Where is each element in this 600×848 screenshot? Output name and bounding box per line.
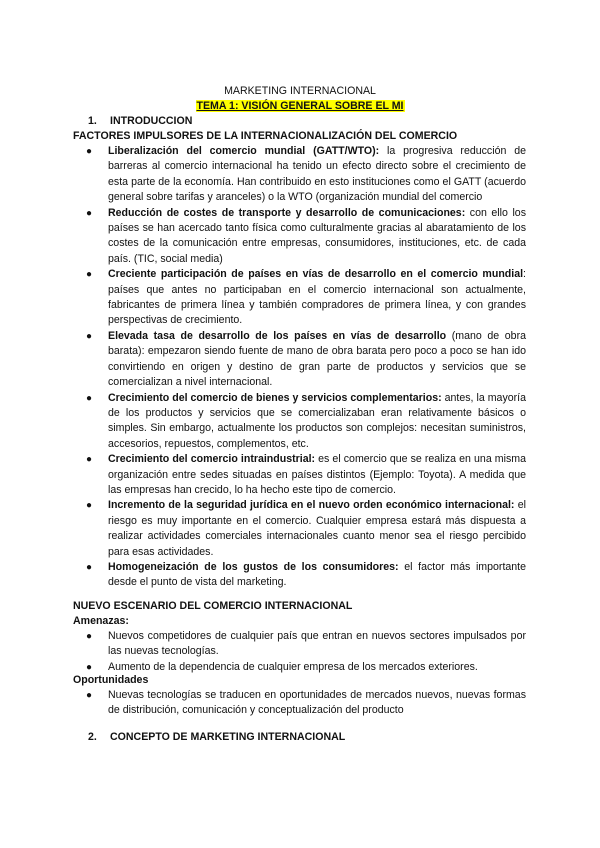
factor-title: Incremento de la seguridad jurídica en el nuevo orden económico internacional: bbox=[108, 499, 515, 512]
factor-title: Homogeneización de los gustos de los consumidores: bbox=[108, 560, 399, 573]
nuevo-escenario-heading: NUEVO ESCENARIO DEL COMERCIO INTERNACIONAL bbox=[73, 600, 353, 612]
factor-title: Crecimiento del comercio de bienes y servicios complementarios: bbox=[108, 391, 442, 404]
section-1-label: INTRODUCCION bbox=[110, 115, 193, 127]
bullet-icon: ● bbox=[86, 392, 93, 404]
section-1-number: 1. bbox=[88, 115, 97, 127]
list-item bbox=[86, 206, 526, 268]
factor-text: el riesgo es muy importante en el comercio. Cualquier empresa estará más dispuesta a realizar actividades comerciales internacionales cuanto menor sea el riesgo percibido para esas actividades. bbox=[108, 499, 526, 558]
factor-title: Elevada tasa de desarrollo de los países en vías de desarrollo bbox=[108, 329, 447, 342]
section-2-number: 2. bbox=[88, 731, 97, 743]
list-item bbox=[86, 267, 526, 329]
factor-text: la progresiva reducción de barreras al comercio internacional ha tenido un efecto directo sobre el crecimiento de esta parte de la economía. Han contribuido en esto instituciones como el GATT (acuerdo general sobre tarifas y aranceles) o la WTO (organización mundial del comercio bbox=[108, 145, 527, 204]
factores-heading: FACTORES IMPULSORES DE LA INTERNACIONALIZACIÓN DEL COMERCIO bbox=[73, 130, 458, 142]
list-item bbox=[86, 688, 526, 719]
factor-text: : países que antes no participaban en el comercio internacional son actualmente, fabricantes de primera línea y también compradores de primera línea, y con grandes perspectivas de crecimiento. bbox=[108, 268, 526, 327]
bullet-icon: ● bbox=[86, 631, 93, 642]
bullet-icon: ● bbox=[86, 146, 93, 157]
factor-title: Crecimiento del comercio intraindustrial: bbox=[108, 453, 316, 466]
bullet-icon: ● bbox=[86, 330, 93, 342]
factores-list bbox=[86, 144, 526, 591]
amenaza-text: Nuevos competidores de cualquier país que entran en nuevos sectores impulsados por las nuevas tecnologías. bbox=[108, 630, 526, 658]
list-item bbox=[86, 560, 526, 591]
document-subtitle: TEMA 1: VISIÓN GENERAL SOBRE EL MI bbox=[196, 100, 404, 112]
list-item bbox=[86, 498, 526, 560]
list-item bbox=[86, 629, 526, 660]
factor-title: Creciente participación de países en vías de desarrollo en el comercio mundial bbox=[108, 268, 524, 281]
list-item bbox=[86, 452, 526, 498]
amenaza-text: Aumento de la dependencia de cualquier empresa de los mercados exteriores. bbox=[108, 660, 478, 673]
bullet-icon: ● bbox=[86, 500, 93, 512]
list-item bbox=[86, 660, 526, 675]
subtitle-wrap bbox=[0, 99, 600, 114]
bullet-icon: ● bbox=[86, 561, 93, 573]
document-title: MARKETING INTERNACIONAL bbox=[224, 85, 376, 97]
section-1-heading bbox=[88, 114, 192, 129]
list-item bbox=[86, 329, 526, 391]
oportunidades-list bbox=[86, 688, 526, 719]
list-item bbox=[86, 391, 526, 453]
bullet-icon: ● bbox=[86, 454, 93, 466]
list-item bbox=[86, 144, 526, 206]
oportunidades-label: Oportunidades bbox=[73, 674, 149, 686]
factor-text: antes, la mayoría de los productos y servicios que se comercializaban eran relativamente básicos o simples. Sin embargo, actualmente los productos son complejos: necesitan suministros, accesorios, repuestos, complementos, etc. bbox=[108, 391, 526, 450]
factor-text: (mano de obra barata): empezaron siendo fuente de mano de obra barata pero poco a poco se han ido convirtiendo en origen y destino de gran parte de productos y servicios que se comercializan a nivel internacional. bbox=[108, 329, 526, 389]
factor-title: Reducción de costes de transporte y desarrollo de comunicaciones: bbox=[108, 206, 466, 219]
section-2-label: CONCEPTO DE MARKETING INTERNACIONAL bbox=[110, 731, 346, 743]
factor-title: Liberalización del comercio mundial (GATT/WTO): bbox=[108, 145, 380, 157]
bullet-icon: ● bbox=[86, 661, 93, 673]
amenazas-label: Amenazas: bbox=[73, 615, 129, 627]
oportunidad-text: Nuevas tecnologías se traducen en oportunidades de mercados nuevos, nuevas formas de distribución, comunicación y conceptualización del producto bbox=[108, 689, 526, 717]
bullet-icon: ● bbox=[86, 207, 93, 219]
factor-text: el factor más importante desde el punto de vista del marketing. bbox=[108, 560, 526, 589]
factor-text: es el comercio que se realiza en una misma organización entre sedes situadas en países distintos (Ejemplo: Toyota). A medida que las empresas han crecido, lo ha hecho este tipo de comercio. bbox=[108, 453, 526, 496]
bullet-icon: ● bbox=[86, 269, 93, 281]
factor-text: con ello los países se han acercado tanto física como culturalmente gracias al abaratamiento de los costes de la comunicación entre empresas, consumidores, instituciones, etc. de cada país. (TIC, social media) bbox=[108, 206, 526, 265]
amenazas-list bbox=[86, 629, 526, 675]
bullet-icon: ● bbox=[86, 690, 93, 701]
section-2-heading bbox=[88, 730, 345, 745]
